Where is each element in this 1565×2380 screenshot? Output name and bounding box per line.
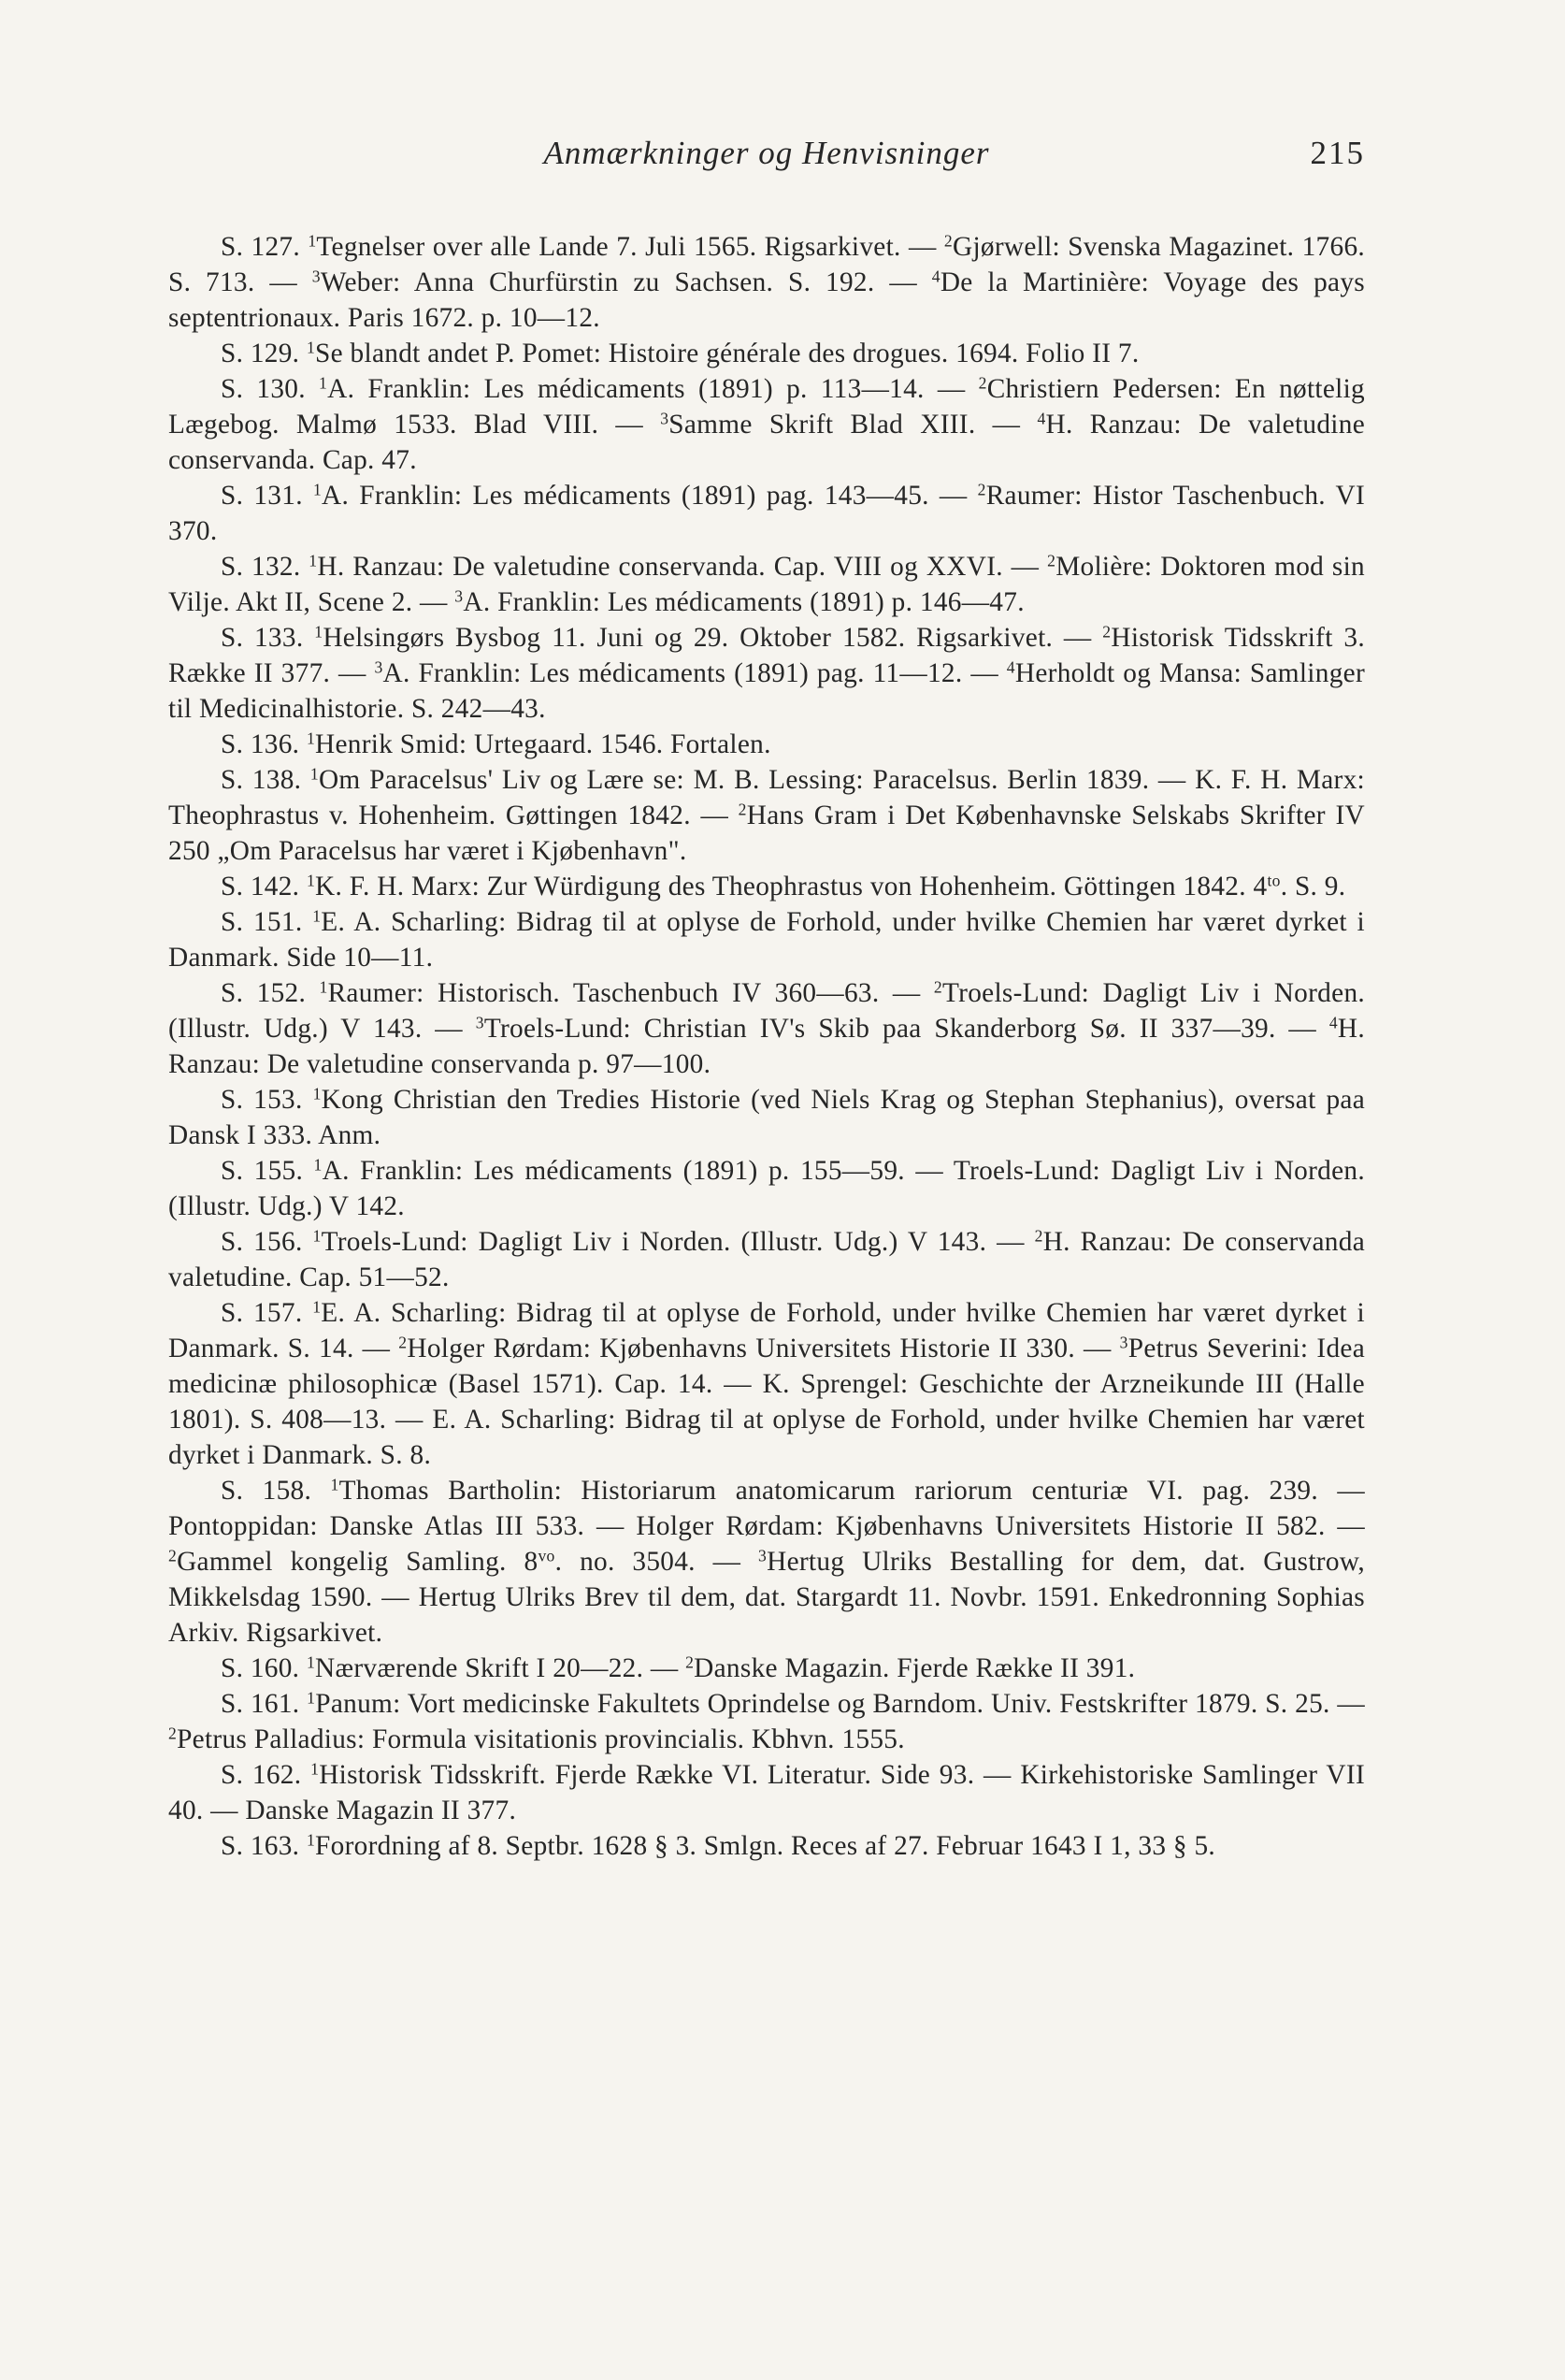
note-s127: S. 127. $^1$Tegnelser over alle Lande 7. Juli 1565. Rigsarkivet. — $^2$Gjørwell: Svenska Magazinet. 1766. S. 713. — $^3$Weber: Anna Churfürstin zu Sachsen. S. 192. — $^4$De la Martinière: Voyage des pays septentrionaux. Paris 1672. p. 10—12. — [168, 231, 1366, 333]
page-number: 215 — [1310, 135, 1365, 171]
note-s160: S. 160. $^1$Nærværende Skrift I 20—22. — $^2$Danske Magazin. Fjerde Række II 391. — [221, 1652, 1136, 1683]
running-head — [168, 135, 1365, 181]
note-s158: S. 158. $^1$Thomas Bartholin: Historiarum anatomicarum rariorum centuriæ VI. pag. 239. — Pontoppidan: Danske Atlas III 533. — Holger Rørdam: Kjøbenhavns Universitets Historie II 582. — $^2$Gammel kongelig Samling. $8^{vo}$. no. 3504. — $^3$Hertug Ulriks Bestalling for dem, dat. Gustrow, Mikkelsdag 1590. — Hertug Ulriks Brev til dem, dat. Stargardt 11. Novbr. 1591. Enkedronning Sophias Arkiv. Rigsarkivet. — [168, 1475, 1365, 1648]
note-s151: S. 151. $^1$E. A. Scharling: Bidrag til at oplyse de Forhold, under hvilke Chemien har været dyrket i Danmark. Side 10—11. — [168, 906, 1365, 973]
running-title: Anmærkninger og Henvisninger — [543, 135, 990, 171]
notes-section — [168, 229, 1365, 1864]
note-s153: S. 153. $^1$Kong Christian den Tredies Historie (ved Niels Krag og Stephan Stephanius), oversat paa Dansk I 333. Anm. — [168, 1084, 1365, 1150]
note-s131: S. 131. $^1$A. Franklin: Les médicaments (1891) pag. 143—45. — $^2$Raumer: Histor Taschenbuch. VI 370. — [168, 480, 1366, 546]
note-s163: S. 163. $^1$Forordning af 8. Septbr. 1628 § 3. Smlgn. Reces af 27. Februar 1643 I 1, 33 § 5. — [221, 1830, 1216, 1861]
note-s133: S. 133. $^1$Helsingørs Bysbog 11. Juni og 29. Oktober 1582. Rigsarkivet. — $^2$Historisk Tidsskrift 3. Række II 377. — $^3$A. Franklin: Les médicaments (1891) pag. 11—12. — $^4$Herholdt og Mansa: Samlinger til Medicinalhistorie. S. 242—43. — [168, 622, 1366, 724]
note-s132: S. 132. $^1$H. Ranzau: De valetudine conservanda. Cap. VIII og XXVI. — $^2$Molière: Doktoren mod sin Vilje. Akt II, Scene 2. — $^3$A. Franklin: Les médicaments (1891) p. 146—47. — [168, 551, 1366, 617]
note-s162: S. 162. $^1$Historisk Tidsskrift. Fjerde Række VI. Literatur. Side 93. — Kirkehistoriske Samlinger VII 40. — Danske Magazin II 377. — [168, 1759, 1365, 1825]
note-s136: S. 136. $^1$Henrik Smid: Urtegaard. 1546. Fortalen. — [221, 728, 771, 759]
note-s138: S. 138. $^1$Om Paracelsus' Liv og Lære se: M. B. Lessing: Paracelsus. Berlin 1839. — K. F. H. Marx: Theophrastus v. Hohenheim. Gøttingen 1842. — $^2$Hans Gram i Det Københavnske Selskabs Skrifter IV 250 „Om Paracelsus har været i Kjøbenhavn". — [168, 764, 1365, 866]
note-s161: S. 161. $^1$Panum: Vort medicinske Fakultets Oprindelse og Barndom. Univ. Festskrifter 1879. S. 25. — $^2$Petrus Palladius: Formula visitationis provincialis. Kbhvn. 1555. — [168, 1688, 1365, 1754]
note-s156: S. 156. $^1$Troels-Lund: Dagligt Liv i Norden. (Illustr. Udg.) V 143. — $^2$H. Ranzau: De conservanda valetudine. Cap. 51—52. — [168, 1226, 1366, 1292]
note-s130: S. 130. $^1$A. Franklin: Les médicaments (1891) p. 113—14. — $^2$Christiern Pedersen: En nøttelig Lægebog. Malmø 1533. Blad VIII. — $^3$Samme Skrift Blad XIII. — $^4$H. Ranzau: De valetudine conservanda. Cap. 47. — [168, 373, 1366, 475]
note-s142: S. 142. $^1$K. F. H. Marx: Zur Würdigung des Theophrastus von Hohenheim. Göttingen 1842. $4^{to}$. S. 9. — [221, 871, 1346, 902]
note-s157: S. 157. $^1$E. A. Scharling: Bidrag til at oplyse de Forhold, under hvilke Chemien har været dyrket i Danmark. S. 14. — $^2$Holger Rørdam: Kjøbenhavns Universitets Historie II 330. — $^3$Petrus Severini: Idea medicinæ philosophicæ (Basel 1571). Cap. 14. — K. Sprengel: Geschichte der Arzneikunde III (Halle 1801). S. 408—13. — E. A. Scharling: Bidrag til at oplyse de Forhold, under hvilke Chemien har været dyrket i Danmark. S. 8. — [168, 1297, 1366, 1470]
note-s155: S. 155. $^1$A. Franklin: Les médicaments (1891) p. 155—59. — Troels-Lund: Dagligt Liv i Norden. (Illustr. Udg.) V 142. — [168, 1155, 1365, 1221]
note-s129: S. 129. $^1$Se blandt andet P. Pomet: Histoire générale des drogues. 1694. Folio II 7. — [221, 338, 1140, 368]
note-s152: S. 152. $^1$Raumer: Historisch. Taschenbuch IV 360—63. — $^2$Troels-Lund: Dagligt Liv i Norden. (Illustr. Udg.) V 143. — $^3$Troels-Lund: Christian IV's Skib paa Skanderborg Sø. II 337—39. — $^4$H. Ranzau: De valetudine conservanda p. 97—100. — [168, 977, 1366, 1079]
